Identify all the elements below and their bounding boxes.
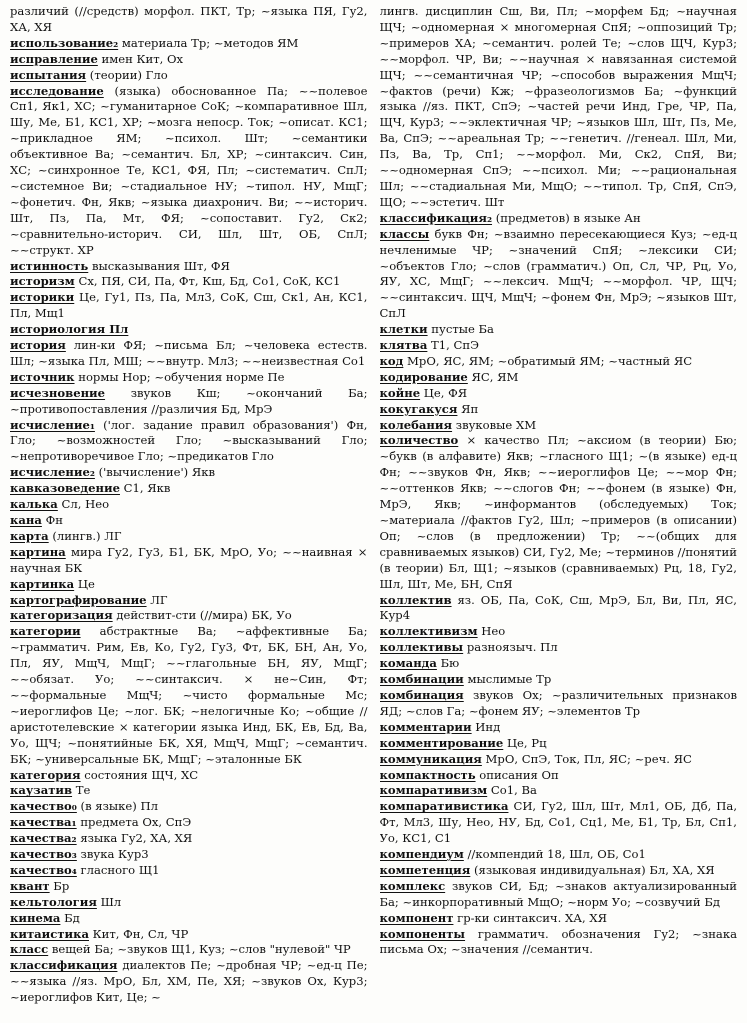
entry-definition: описания Оп [475, 767, 559, 782]
entry-definition: Фн [41, 513, 63, 527]
entry-definition: Кит, Фн, Сл, ЧР [89, 926, 189, 941]
entry-definition: ЯС, ЯМ [467, 369, 519, 384]
entry-definition: звуков Ох; ~различительных признаков ЯД; ~слов Га; ~фонем ЯУ; ~элементов Тр [379, 687, 737, 718]
dictionary-entry [10, 879, 368, 895]
entry-headword: код [379, 353, 404, 368]
entry-definition: (лингв.) ЛГ [48, 528, 122, 543]
entry-headword: компоненты [379, 926, 466, 941]
entry-definition: Шл [96, 894, 122, 909]
entry-headword: качества₂ [10, 831, 77, 846]
entry-definition: //компендий 18, Шл, ОБ, Со1 [463, 847, 646, 862]
dictionary-entry [380, 656, 738, 672]
entry-headword: исчезновение [10, 385, 106, 400]
entry-definition: языка Гу2, ХА, ХЯ [76, 831, 193, 846]
entry-headword: качество₃ [10, 847, 77, 862]
entry-headword: картинка [10, 576, 75, 591]
dictionary-entry [380, 322, 738, 338]
entry-headword: классификация [10, 958, 118, 973]
dictionary-entry [380, 720, 738, 736]
dictionary-entry [10, 274, 368, 290]
dictionary-entry [380, 672, 738, 688]
dictionary-entry [380, 863, 738, 879]
entry-definition: пустые Ба [427, 322, 494, 337]
dictionary-entry [10, 418, 368, 466]
entry-definition: Це, Рц [503, 735, 547, 750]
entry-definition: СИ, Гу2, Шл, Шт, Мл1, ОБ, Дб, Па, Фт, Мл3, Шу, Нео, НУ, Бд, Со1, Сц1, Ме, Б1, Тр, Бл, Сп1, Уо, КС1, С1 [379, 799, 737, 846]
entry-headword: истинность [10, 258, 89, 273]
dictionary-entry [380, 402, 738, 418]
entry-headword: картина [10, 544, 66, 559]
entry-definition: абстрактные Ва; ~аффективные Ба; ~грамматич. Рим, Ев, Ко, Гу2, Гу3, Фт, БК, БН, Ан, Уо, Пл, ЯУ, МщЧ, МщГ; ~~глагольные БН, ЯУ, МщГ; ~~обязат. Уо; ~~синтаксич. × не~Син, Фт; ~~формальные МщЧ; ~чисто формальные Мс; ~иероглифов Це; ~лог. БК; ~нелогичные Ко; ~общие //аристотелевские × категории языка Инд, БК, Ев, Бд, Ва, Уо, ЩЧ; ~понятийные БК, ХЯ, МщЧ, МщГ; ~семантич. БК; ~универсальные БК, МщГ; ~эталонные БК [10, 624, 368, 766]
entry-definition: Нео [477, 624, 506, 639]
dictionary-entry [10, 338, 368, 370]
entry-headword: клетки [379, 322, 428, 337]
entry-headword: кельтология [10, 894, 97, 909]
dictionary-entry [10, 545, 368, 577]
entry-headword: качества₁ [10, 815, 77, 830]
entry-definition: звука Кур3 [76, 847, 149, 862]
entry-headword: категория [10, 767, 81, 782]
dictionary-entry [10, 783, 368, 799]
entry-headword: историзм [10, 274, 75, 289]
dictionary-entry [10, 831, 368, 847]
entry-definition: Бю [436, 656, 460, 671]
dictionary-entry [10, 863, 368, 879]
entry-definition: лин-ки ФЯ; ~письма Бл; ~человека естеств. Шл; ~языка Пл, МШ; ~~внутр. Мл3; ~~неизвестная Со1 [10, 338, 368, 368]
dictionary-entry [10, 497, 368, 513]
entry-definition: нормы Нор; ~обучения норме Пе [74, 369, 285, 384]
entry-headword: кана [10, 513, 42, 527]
entry-headword: история [10, 338, 66, 353]
entry-definition: яз. ОБ, Па, СоК, Сш, МрЭ, Бл, Ви, Пл, ЯС, Кур4 [379, 592, 737, 623]
entry-definition: звуковые ХМ [452, 417, 537, 432]
entry-headword: исчисление₂ [10, 465, 95, 480]
entry-headword: комплекс [379, 878, 446, 893]
dictionary-entry [380, 418, 738, 434]
entry-definition: Це, Гу1, Пз, Па, Мл3, СоК, Сш, Ск1, Ан, КС1, Пл, Мщ1 [10, 290, 368, 321]
dictionary-entry [380, 433, 738, 592]
dictionary-entry [10, 624, 368, 767]
entry-headword: компактность [379, 767, 476, 782]
left-column [8, 4, 368, 1019]
entry-definition: (языка) обоснованное Па; ~~полевое Сп1, Як1, ХС; ~гуманитарное СоК; ~компаративное Шл, Шу, Ме, Б1, КС1, ХР; ~мозга непоср. Ток; ~описат. КС1; ~прикладное ЯМ; ~психол. Шт; ~семантики объективное Ва; ~семантич. Бл, ХР; ~синтаксич. Син, ХС; ~синхронное Те, КС1, ФЯ, Пл; ~систематич. СпЛ; ~системное Ви; ~стадиальное НУ; ~типол. НУ, МщГ; ~фонетич. Фн, Якв; ~языка диахронич. Ви; ~~историч. Шт, Пз, Па, Мт, ФЯ; ~сопоставит. Гу2, Ск2; ~сравнительно-историч. СИ, Шл, Шт, ОБ, СпЛ; ~~структ. ХР [10, 83, 368, 257]
dictionary-entry [10, 68, 368, 84]
entry-definition: разноязыч. Пл [463, 640, 558, 655]
entry-definition: Бд [60, 910, 80, 925]
dictionary-entry [380, 783, 738, 799]
entry-headword: клятва [379, 338, 428, 353]
entry-headword: классы [379, 226, 430, 241]
entry-definition: букв Фн; ~взаимно пересекающиеся Куз; ~ед-ц нечленимые ЧР; ~значений СпЯ; ~лексики СИ; ~объектов Гло; ~слов (грамматич.) Оп, Сл, ЧР, Рц, Уо, ЯУ, ХС, МщГ; ~~лексич. МщЧ; ~~морфол. ЧР, ЩЧ; ~~синтаксич. ЩЧ, МщЧ; ~фонем Фн, МрЭ; ~языков Шт, СпЛ [379, 226, 737, 321]
entry-headword: кокугакуся [379, 401, 458, 416]
dictionary-entry [10, 386, 368, 418]
right-column [380, 4, 740, 1019]
entry-definition: Те [72, 783, 91, 798]
dictionary-entry [380, 593, 738, 625]
entry-headword: карта [10, 528, 49, 543]
entry-headword: качество₄ [10, 862, 77, 877]
entry-headword: кавказоведение [10, 481, 120, 496]
entry-headword: историки [10, 290, 75, 305]
entry-definition: Це, ФЯ [420, 385, 468, 400]
entry-headword: компонент [379, 910, 454, 925]
entry-definition: ('лог. задание правил образования') Фн, Гло; ~возможностей Гло; ~высказываний Гло; ~непротиворечивое Гло; ~предикатов Гло [10, 417, 368, 464]
entry-definition: Сх, ПЯ, СИ, Па, Фт, Кш, Бд, Со1, СоК, КС1 [74, 274, 341, 289]
dictionary-entry [10, 52, 368, 68]
dictionary-entry [10, 84, 368, 259]
entry-definition: мира Гу2, Гу3, Б1, БК, МрО, Уо; ~~наивная × научная БК [10, 544, 368, 575]
entry-headword: компаративистика [379, 799, 509, 814]
entry-definition: Яп [457, 401, 479, 416]
entry-definition: МрО, СпЭ, Ток, Пл, ЯС; ~реч. ЯС [481, 751, 692, 766]
entry-headword: исследование [10, 83, 104, 98]
dictionary-entry [10, 259, 368, 275]
entry-definition: Бр [49, 878, 70, 893]
entry-definition: МрО, ЯС, ЯМ; ~обратимый ЯМ; ~частный ЯС [403, 353, 693, 368]
dictionary-entry [380, 386, 738, 402]
dictionary-entry [10, 608, 368, 624]
entry-definition: (предметов) в языке Ан [492, 210, 641, 225]
dictionary-entry [380, 640, 738, 656]
entry-definition: состояния ЩЧ, ХС [80, 767, 199, 782]
dictionary-entry [380, 736, 738, 752]
entry-headword: историология Пл [10, 322, 129, 337]
entry-headword: компендиум [379, 847, 464, 862]
dictionary-entry [380, 879, 738, 911]
entry-definition: ЛГ [146, 592, 168, 607]
entry-definition: Сл, Нео [57, 497, 110, 512]
entry-headword: класс [10, 942, 49, 957]
entry-definition: Инд [471, 719, 501, 734]
dictionary-entry [10, 465, 368, 481]
entry-headword: кинема [10, 910, 61, 925]
entry-definition: (в языке) Пл [76, 799, 158, 814]
dictionary-entry [380, 227, 738, 322]
entry-definition: имен Кит, Ох [97, 51, 184, 66]
entry-definition: действит-сти (//мира) БК, Уо [112, 608, 292, 623]
dictionary-entry [10, 370, 368, 386]
entry-definition: звуков СИ, Бд; ~знаков актуализированный Ба; ~инкорпоративный МщО; ~норм Уо; ~созвучий Бд [379, 878, 737, 909]
entry-headword: комментирование [379, 735, 504, 750]
entry-headword: классификация₂ [379, 210, 493, 225]
dictionary-entry [380, 338, 738, 354]
entry-headword: койне [379, 385, 421, 400]
dictionary-entry [10, 942, 368, 958]
dictionary-entry [380, 370, 738, 386]
entry-headword: исчисление₁ [10, 417, 95, 432]
dictionary-entry [10, 895, 368, 911]
dictionary-entry [10, 513, 368, 529]
entry-definition: лингв. дисциплин Сш, Ви, Пл; ~морфем Бд; ~научная ЩЧ; ~одномерная × многомерная СпЯ; ~оппозиций Тр; ~примеров ХА; ~семантич. ролей Те; ~слов ЩЧ, Кур3; ~~морфол. ЧР, Ви; ~~научная × навязанная системой ЩЧ; ~~семантичная ЧР; ~способов выражения МщЧ; ~фактов (речи) Кж; ~фразеологизмов Ба; ~функций языка //яз. ПКТ, СпЭ; ~частей речи Инд, Гре, ЧР, Па, ЩЧ, Кур3; ~~эклектичная ЧР; ~языков Шл, Шт, Пз, Ме, Ва, СпЭ; ~~ареальная Тр; ~~генетич. //генеал. Шл, Ми, Пз, Ва, Тр, Сп1; ~~морфол. Ми, Ск2, СпЯ, Ви; ~~одномерная СпЭ; ~~психол. Ми; ~~рациональная Шл; ~~стадиальная Ми, МщО; ~~типол. Тр, СпЯ, СпЭ, ЩО; ~~эстетич. Шт [379, 4, 737, 209]
entry-headword: каузатив [10, 783, 73, 798]
dictionary-entry [10, 815, 368, 831]
entry-definition: гласного Щ1 [76, 862, 160, 877]
entry-headword: источник [10, 369, 75, 384]
entry-headword: китаистика [10, 926, 89, 941]
dictionary-entry [10, 768, 368, 784]
dictionary-entry [10, 529, 368, 545]
entry-definition: мыслимые Тр [463, 672, 552, 687]
dictionary-entry [380, 624, 738, 640]
dictionary-entry [10, 577, 368, 593]
entry-headword: компетенция [379, 862, 471, 877]
entry-headword: коллектив [379, 592, 452, 607]
entry-definition: (теории) Гло [86, 67, 168, 82]
entry-definition: С1, Якв [119, 481, 171, 496]
dictionary-entry [380, 4, 738, 211]
dictionary-entry [380, 768, 738, 784]
entry-headword: коллективизм [379, 624, 478, 639]
entry-headword: испытания [10, 67, 87, 82]
dictionary-entry [10, 799, 368, 815]
entry-definition: Со1, Ва [487, 783, 537, 798]
entry-headword: исправление [10, 51, 98, 66]
dictionary-entry [380, 927, 738, 959]
entry-headword: калька [10, 497, 58, 512]
entry-headword: категоризация [10, 608, 113, 623]
entry-definition: диалектов Пе; ~дробная ЧР; ~ед-ц Пе; ~~языка //яз. МрО, Бл, ХМ, Пе, ХЯ; ~звуков Ох, Кур3; ~иероглифов Кит, Це; ~ [10, 958, 368, 1005]
entry-definition: предмета Ох, СпЭ [76, 815, 192, 830]
dictionary-entry [380, 752, 738, 768]
entry-headword: использование₂ [10, 35, 119, 50]
dictionary-entry [10, 4, 368, 36]
entry-headword: количество [379, 433, 459, 448]
dictionary-entry [10, 290, 368, 322]
entry-headword: комбинация [379, 687, 464, 702]
dictionary-entry [380, 354, 738, 370]
entry-headword: комментарии [379, 719, 472, 734]
entry-definition: вещей Ба; ~звуков Щ1, Куз; ~слов "нулевой" ЧР [48, 942, 351, 957]
entry-headword: компаративизм [379, 783, 488, 798]
dictionary-entry [380, 688, 738, 720]
entry-definition: звуков Кш; ~окончаний Ба; ~противопоставления //различия Бд, МрЭ [10, 385, 368, 416]
dictionary-entry [10, 481, 368, 497]
entry-headword: команда [379, 656, 437, 671]
entry-headword: коммуникация [379, 751, 482, 766]
entry-headword: коллективы [379, 640, 464, 655]
dictionary-entry [10, 593, 368, 609]
entry-headword: колебания [379, 417, 453, 432]
entry-definition: различий (//средств) морфол. ПКТ, Тр; ~языка ПЯ, Гу2, ХА, ХЯ [10, 4, 368, 34]
dictionary-entry [380, 911, 738, 927]
dictionary-entry [10, 927, 368, 943]
entry-headword: комбинации [379, 672, 464, 687]
entry-definition: материала Тр; ~методов ЯМ [118, 35, 299, 50]
entry-headword: качество₀ [10, 799, 77, 814]
dictionary-entry [10, 911, 368, 927]
entry-definition: Це [74, 576, 95, 591]
entry-definition: × качество Пл; ~аксиом (в теории) Бю; ~букв (в алфавите) Якв; ~гласного Щ1; ~(в языке) ед-ц Фн; ~~звуков Фн, Якв; ~~иероглифов Це; ~~мор Фн; ~~оттенков Якв; ~~слогов Фн; ~~фонем (в языке) Фн, МрЭ, Якв; ~информантов (обследуемых) Ток; ~материала //фактов Гу2, Шл; ~примеров (в описании) Оп; ~слов (в предложении) Тр; ~~(общих для сравниваемых языков) СИ, Гу2, Ме; ~терминов //понятий (в теории) Бл, Щ1; ~языков (сравниваемых) Рц, 18, Гу2, Шл, Шт, Ме, БН, СпЯ [379, 433, 737, 591]
dictionary-entry [10, 322, 368, 338]
entry-definition: (языковая индивидуальная) Бл, ХА, ХЯ [470, 862, 715, 877]
entry-definition: высказывания Шт, ФЯ [88, 258, 230, 273]
dictionary-entry [10, 847, 368, 863]
entry-headword: категории [10, 624, 81, 639]
entry-definition: гр-ки синтаксич. ХА, ХЯ [453, 910, 607, 925]
entry-headword: кодирование [379, 369, 468, 384]
dictionary-entry [380, 847, 738, 863]
entry-definition: грамматич. обозначения Гу2; ~знака письма Ох; ~значения //семантич. [379, 926, 737, 957]
dictionary-entry [10, 36, 368, 52]
entry-headword: квант [10, 878, 50, 893]
entry-definition: ('вычисление') Якв [94, 465, 216, 480]
dictionary-entry [380, 799, 738, 847]
entry-definition: Т1, СпЭ [427, 338, 480, 353]
dictionary-entry [380, 211, 738, 227]
dictionary-entry [10, 958, 368, 1006]
entry-headword: картографирование [10, 592, 147, 607]
